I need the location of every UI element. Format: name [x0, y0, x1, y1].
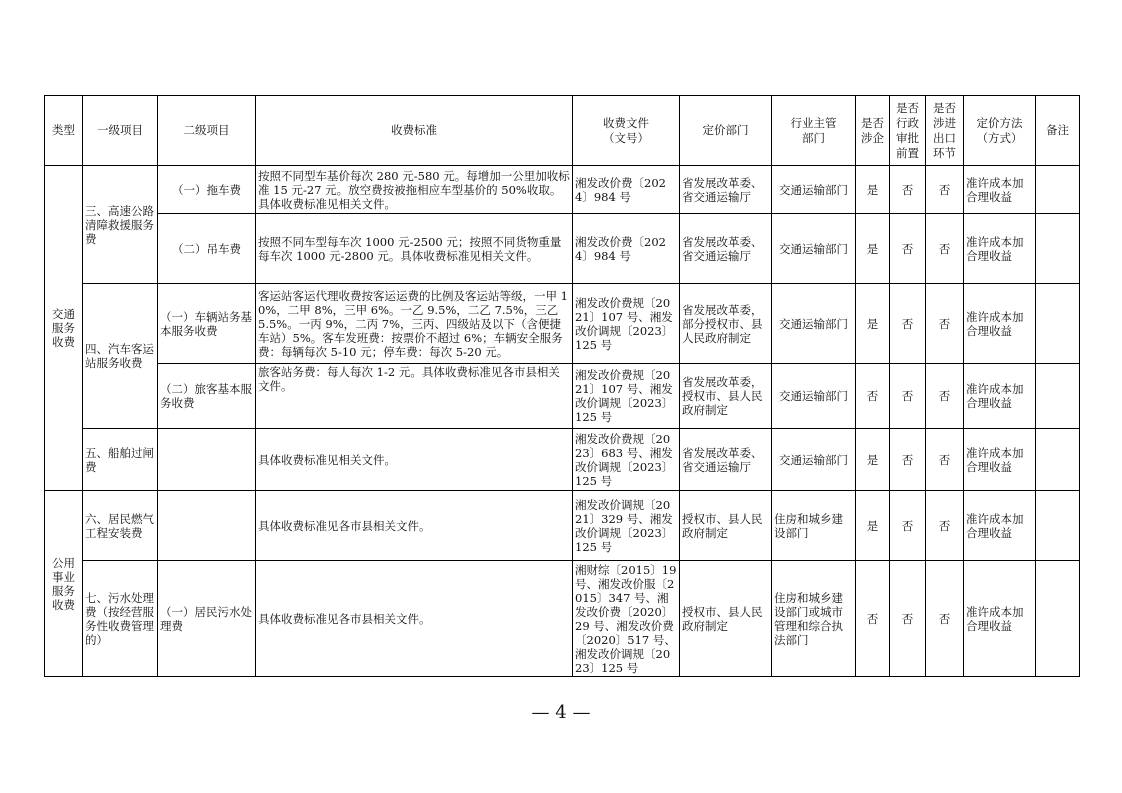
- method-cell: 准许成本加合理收益: [964, 214, 1036, 284]
- document-cell: 湘发改价费规〔2021〕107 号、湘发改价调规〔2023〕125 号: [573, 284, 680, 364]
- table-row: [45, 284, 1080, 364]
- level1-cell: 四、汽车客运站服务收费: [83, 284, 158, 429]
- level1-cell: 五、船舶过闸费: [83, 429, 158, 491]
- header-remarks: 备注: [1036, 96, 1080, 166]
- level2-cell: （二）旅客基本服务收费: [158, 364, 256, 429]
- enterprise-cell: 是: [856, 166, 890, 214]
- header-import-export: 是否 涉进 出口 环节: [926, 96, 964, 166]
- standard-cell: 具体收费标准见各市县相关文件。: [256, 561, 573, 677]
- category-transport: 交通 服务 收费: [45, 166, 83, 491]
- approval-cell: 否: [890, 364, 926, 429]
- export-cell: 否: [926, 491, 964, 561]
- industry-dept-cell: 交通运输部门: [772, 166, 856, 214]
- remarks-cell: [1036, 429, 1080, 491]
- remarks-cell: [1036, 284, 1080, 364]
- table-row: [45, 364, 1080, 429]
- export-cell: 否: [926, 284, 964, 364]
- document-cell: 湘财综〔2015〕19 号、湘发改价服〔2015〕347 号、湘发改价费〔2020〕29 号、湘发改价费〔2020〕517 号、湘发改价调规〔2023〕125 号: [573, 561, 680, 677]
- approval-cell: 否: [890, 561, 926, 677]
- header-admin-approval: 是否 行政 审批 前置: [890, 96, 926, 166]
- level2-cell: [158, 491, 256, 561]
- export-cell: 否: [926, 214, 964, 284]
- pricing-dept-cell: 省发展改革委、省交通运输厅: [680, 214, 772, 284]
- level2-cell: （二）吊车费: [158, 214, 256, 284]
- level2-cell: （一）车辆站务基本服务收费: [158, 284, 256, 364]
- table-row: [45, 561, 1080, 677]
- fee-table: [44, 95, 1080, 677]
- export-cell: 否: [926, 364, 964, 429]
- remarks-cell: [1036, 214, 1080, 284]
- pricing-dept-cell: 省发展改革委，授权市、县人民政府制定: [680, 364, 772, 429]
- industry-dept-cell: 住房和城乡建设部门或城市管理和综合执法部门: [772, 561, 856, 677]
- document-cell: 湘发改价费〔2024〕984 号: [573, 214, 680, 284]
- pricing-dept-cell: 授权市、县人民政府制定: [680, 491, 772, 561]
- standard-cell: 按照不同车型每车次 1000 元-2500 元；按照不同货物重量每车次 1000 元-2800 元。具体收费标准见相关文件。: [256, 214, 573, 284]
- header-standard: 收费标准: [256, 96, 573, 166]
- remarks-cell: [1036, 166, 1080, 214]
- method-cell: 准许成本加合理收益: [964, 561, 1036, 677]
- standard-cell: 旅客站务费：每人每次 1-2 元。具体收费标准见各市县相关文件。: [256, 364, 573, 429]
- table-row: [45, 491, 1080, 561]
- level1-cell: 七、污水处理费（按经营服务性收费管理的）: [83, 561, 158, 677]
- standard-cell: 具体收费标准见各市县相关文件。: [256, 491, 573, 561]
- industry-dept-cell: 交通运输部门: [772, 214, 856, 284]
- enterprise-cell: 是: [856, 491, 890, 561]
- category-public: 公用 事业 服务 收费: [45, 491, 83, 677]
- header-involves-enterprise: 是否 涉企: [856, 96, 890, 166]
- pricing-dept-cell: 省发展改革委、省交通运输厅: [680, 166, 772, 214]
- industry-dept-cell: 住房和城乡建设部门: [772, 491, 856, 561]
- header-industry-dept: 行业主管 部门: [772, 96, 856, 166]
- remarks-cell: [1036, 364, 1080, 429]
- enterprise-cell: 是: [856, 429, 890, 491]
- industry-dept-cell: 交通运输部门: [772, 429, 856, 491]
- table-row: [45, 429, 1080, 491]
- page-number: — 4 —: [531, 702, 591, 723]
- method-cell: 准许成本加合理收益: [964, 491, 1036, 561]
- document-cell: 湘发改价费〔2024〕984 号: [573, 166, 680, 214]
- level2-cell: [158, 429, 256, 491]
- approval-cell: 否: [890, 429, 926, 491]
- enterprise-cell: 否: [856, 561, 890, 677]
- method-cell: 准许成本加合理收益: [964, 166, 1036, 214]
- method-cell: 准许成本加合理收益: [964, 364, 1036, 429]
- approval-cell: 否: [890, 214, 926, 284]
- header-pricing-dept: 定价部门: [680, 96, 772, 166]
- level2-cell: （一）拖车费: [158, 166, 256, 214]
- enterprise-cell: 是: [856, 284, 890, 364]
- document-cell: 湘发改价费规〔2021〕107 号、湘发改价调规〔2023〕125 号: [573, 364, 680, 429]
- remarks-cell: [1036, 491, 1080, 561]
- standard-cell: 具体收费标准见相关文件。: [256, 429, 573, 491]
- standard-cell: 按照不同型车基价每次 280 元-580 元。每增加一公里加收标准 15 元-27 元。放空费按被拖相应车型基价的 50%收取。具体收费标准见相关文件。: [256, 166, 573, 214]
- enterprise-cell: 是: [856, 214, 890, 284]
- export-cell: 否: [926, 429, 964, 491]
- approval-cell: 否: [890, 284, 926, 364]
- industry-dept-cell: 交通运输部门: [772, 364, 856, 429]
- pricing-dept-cell: 省发展改革委、省交通运输厅: [680, 429, 772, 491]
- document-cell: 湘发改价费规〔2023〕683 号、湘发改价调规〔2023〕125 号: [573, 429, 680, 491]
- header-type: 类型: [45, 96, 83, 166]
- document-cell: 湘发改价调规〔2021〕329 号、湘发改价调规〔2023〕125 号: [573, 491, 680, 561]
- approval-cell: 否: [890, 491, 926, 561]
- header-row: [45, 96, 1080, 166]
- level2-cell: （一）居民污水处理费: [158, 561, 256, 677]
- standard-cell: 客运站客运代理收费按客运运费的比例及客运站等级，一甲 10%，二甲 8%，三甲 6%。一乙 9.5%，二乙 7.5%，三乙 5.5%。一丙 9%，二丙 7%，三丙、四级站及以下（含便捷车站）5%。客车发班费：按票价不超过 6%；车辆安全服务费：每辆每次 5-10 元；停车费：每次 5-20 元。: [256, 284, 573, 364]
- export-cell: 否: [926, 166, 964, 214]
- industry-dept-cell: 交通运输部门: [772, 284, 856, 364]
- approval-cell: 否: [890, 166, 926, 214]
- header-document: 收费文件 （文号）: [573, 96, 680, 166]
- table-row: [45, 166, 1080, 214]
- method-cell: 准许成本加合理收益: [964, 429, 1036, 491]
- pricing-dept-cell: 省发展改革委，部分授权市、县人民政府制定: [680, 284, 772, 364]
- table-row: [45, 214, 1080, 284]
- pricing-dept-cell: 授权市、县人民政府制定: [680, 561, 772, 677]
- export-cell: 否: [926, 561, 964, 677]
- remarks-cell: [1036, 561, 1080, 677]
- level1-cell: 六、居民燃气工程安装费: [83, 491, 158, 561]
- level1-cell: 三、高速公路清障救援服务费: [83, 166, 158, 284]
- header-pricing-method: 定价方法 （方式）: [964, 96, 1036, 166]
- method-cell: 准许成本加合理收益: [964, 284, 1036, 364]
- header-level1: 一级项目: [83, 96, 158, 166]
- enterprise-cell: 否: [856, 364, 890, 429]
- header-level2: 二级项目: [158, 96, 256, 166]
